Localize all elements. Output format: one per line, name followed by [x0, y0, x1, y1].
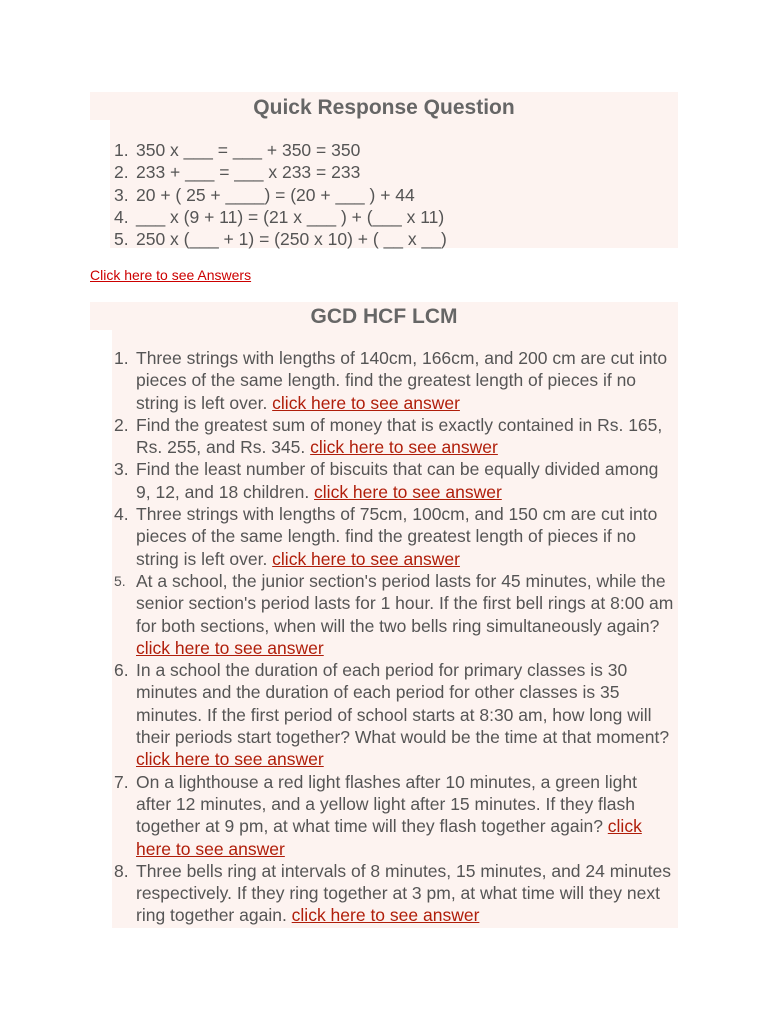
gcd-question-list [114, 347, 676, 927]
item-text: Three strings with lengths of 140cm, 166cm, and 200 cm are cut into pieces of the same length. find the greatest length of pieces if no string is left over. [136, 348, 668, 413]
panel-notch [90, 120, 110, 248]
item-text: Find the greatest sum of money that is exactly contained in Rs. 165, Rs. 255, and Rs. 345. [136, 414, 663, 458]
gcd-title: GCD HCF LCM [310, 305, 458, 328]
item-text: 233 + ___ = ___ x 233 = 233 [136, 162, 361, 183]
list-item [114, 458, 676, 503]
answer-link[interactable]: click here to see answer [136, 749, 324, 770]
answer-link[interactable]: click here to see answer [291, 905, 480, 926]
item-number: 6. [114, 660, 129, 681]
item-number: 5. [114, 572, 126, 589]
list-item [114, 228, 447, 250]
item-number: 2. [114, 414, 129, 435]
item-text: At a school, the junior section's period lasts for 45 minutes, while the senior section's period lasts for 1 hour. If the first bell rings at 8:00 am for both sections, when will the two bells ring simultaneously again? [136, 570, 674, 636]
quick-response-list [114, 139, 447, 250]
list-item [114, 347, 676, 414]
list-item [114, 206, 447, 228]
answer-link[interactable]: click here to see answer [272, 548, 460, 569]
answer-link[interactable]: click here to see answer [136, 816, 642, 859]
item-text: Three strings with lengths of 75cm, 100cm, and 150 cm are cut into pieces of the same length. find the greatest length of pieces if no string is left over. [136, 504, 658, 569]
answer-link[interactable]: click here to see answer [310, 437, 498, 458]
item-text: Three bells ring at intervals of 8 minutes, 15 minutes, and 24 minutes respectively. If they ring together at 3 pm, at what time will they next ring together again. [136, 860, 671, 926]
item-text: ___ x (9 + 11) = (21 x ___ ) + (___ x 11) [136, 206, 445, 227]
item-number: 2. [114, 162, 129, 183]
quick-response-panel [90, 92, 678, 248]
list-item [114, 659, 676, 770]
gcd-hcf-lcm-panel [90, 302, 678, 928]
item-text: 350 x ___ = ___ + 350 = 350 [136, 140, 361, 160]
quick-response-title: Quick Response Question [253, 96, 515, 119]
list-item [114, 414, 676, 459]
item-text: Find the least number of biscuits that can be equally divided among 9, 12, and 18 children. [136, 459, 659, 502]
list-item [114, 860, 676, 927]
item-number: 1. [114, 348, 129, 368]
item-text: In a school the duration of each period for primary classes is 30 minutes and the duration of each period for other classes is 35 minutes. If the first period of school starts at 8:30 am, how long will their periods start together? What would be the time at that moment? [136, 660, 670, 748]
item-number: 5. [114, 229, 129, 250]
list-item [114, 184, 447, 206]
item-number: 4. [114, 206, 129, 227]
item-number: 3. [114, 184, 129, 205]
item-text: 250 x (___ + 1) = (250 x 10) + ( __ x __) [136, 229, 447, 250]
list-item [114, 503, 676, 570]
item-number: 3. [114, 459, 129, 480]
list-item [114, 161, 447, 183]
answers-link[interactable]: Click here to see Answers [90, 267, 252, 283]
answer-link[interactable]: click here to see answer [272, 392, 460, 413]
list-item [114, 771, 676, 860]
item-number: 4. [114, 504, 129, 525]
panel-notch [90, 330, 112, 928]
item-text: 20 + ( 25 + ____) = (20 + ___ ) + 44 [136, 184, 415, 205]
item-text: On a lighthouse a red light flashes after 10 minutes, a green light after 12 minutes, and a yellow light after 15 minutes. If they flash together at 9 pm, at what time will they flash together again? [136, 771, 637, 837]
list-item [114, 570, 676, 659]
item-number: 1. [114, 140, 129, 160]
answer-link[interactable]: click here to see answer [136, 637, 324, 658]
item-number: 8. [114, 860, 129, 881]
list-item [114, 139, 447, 161]
answer-link[interactable]: click here to see answer [314, 481, 502, 502]
item-number: 7. [114, 771, 129, 792]
